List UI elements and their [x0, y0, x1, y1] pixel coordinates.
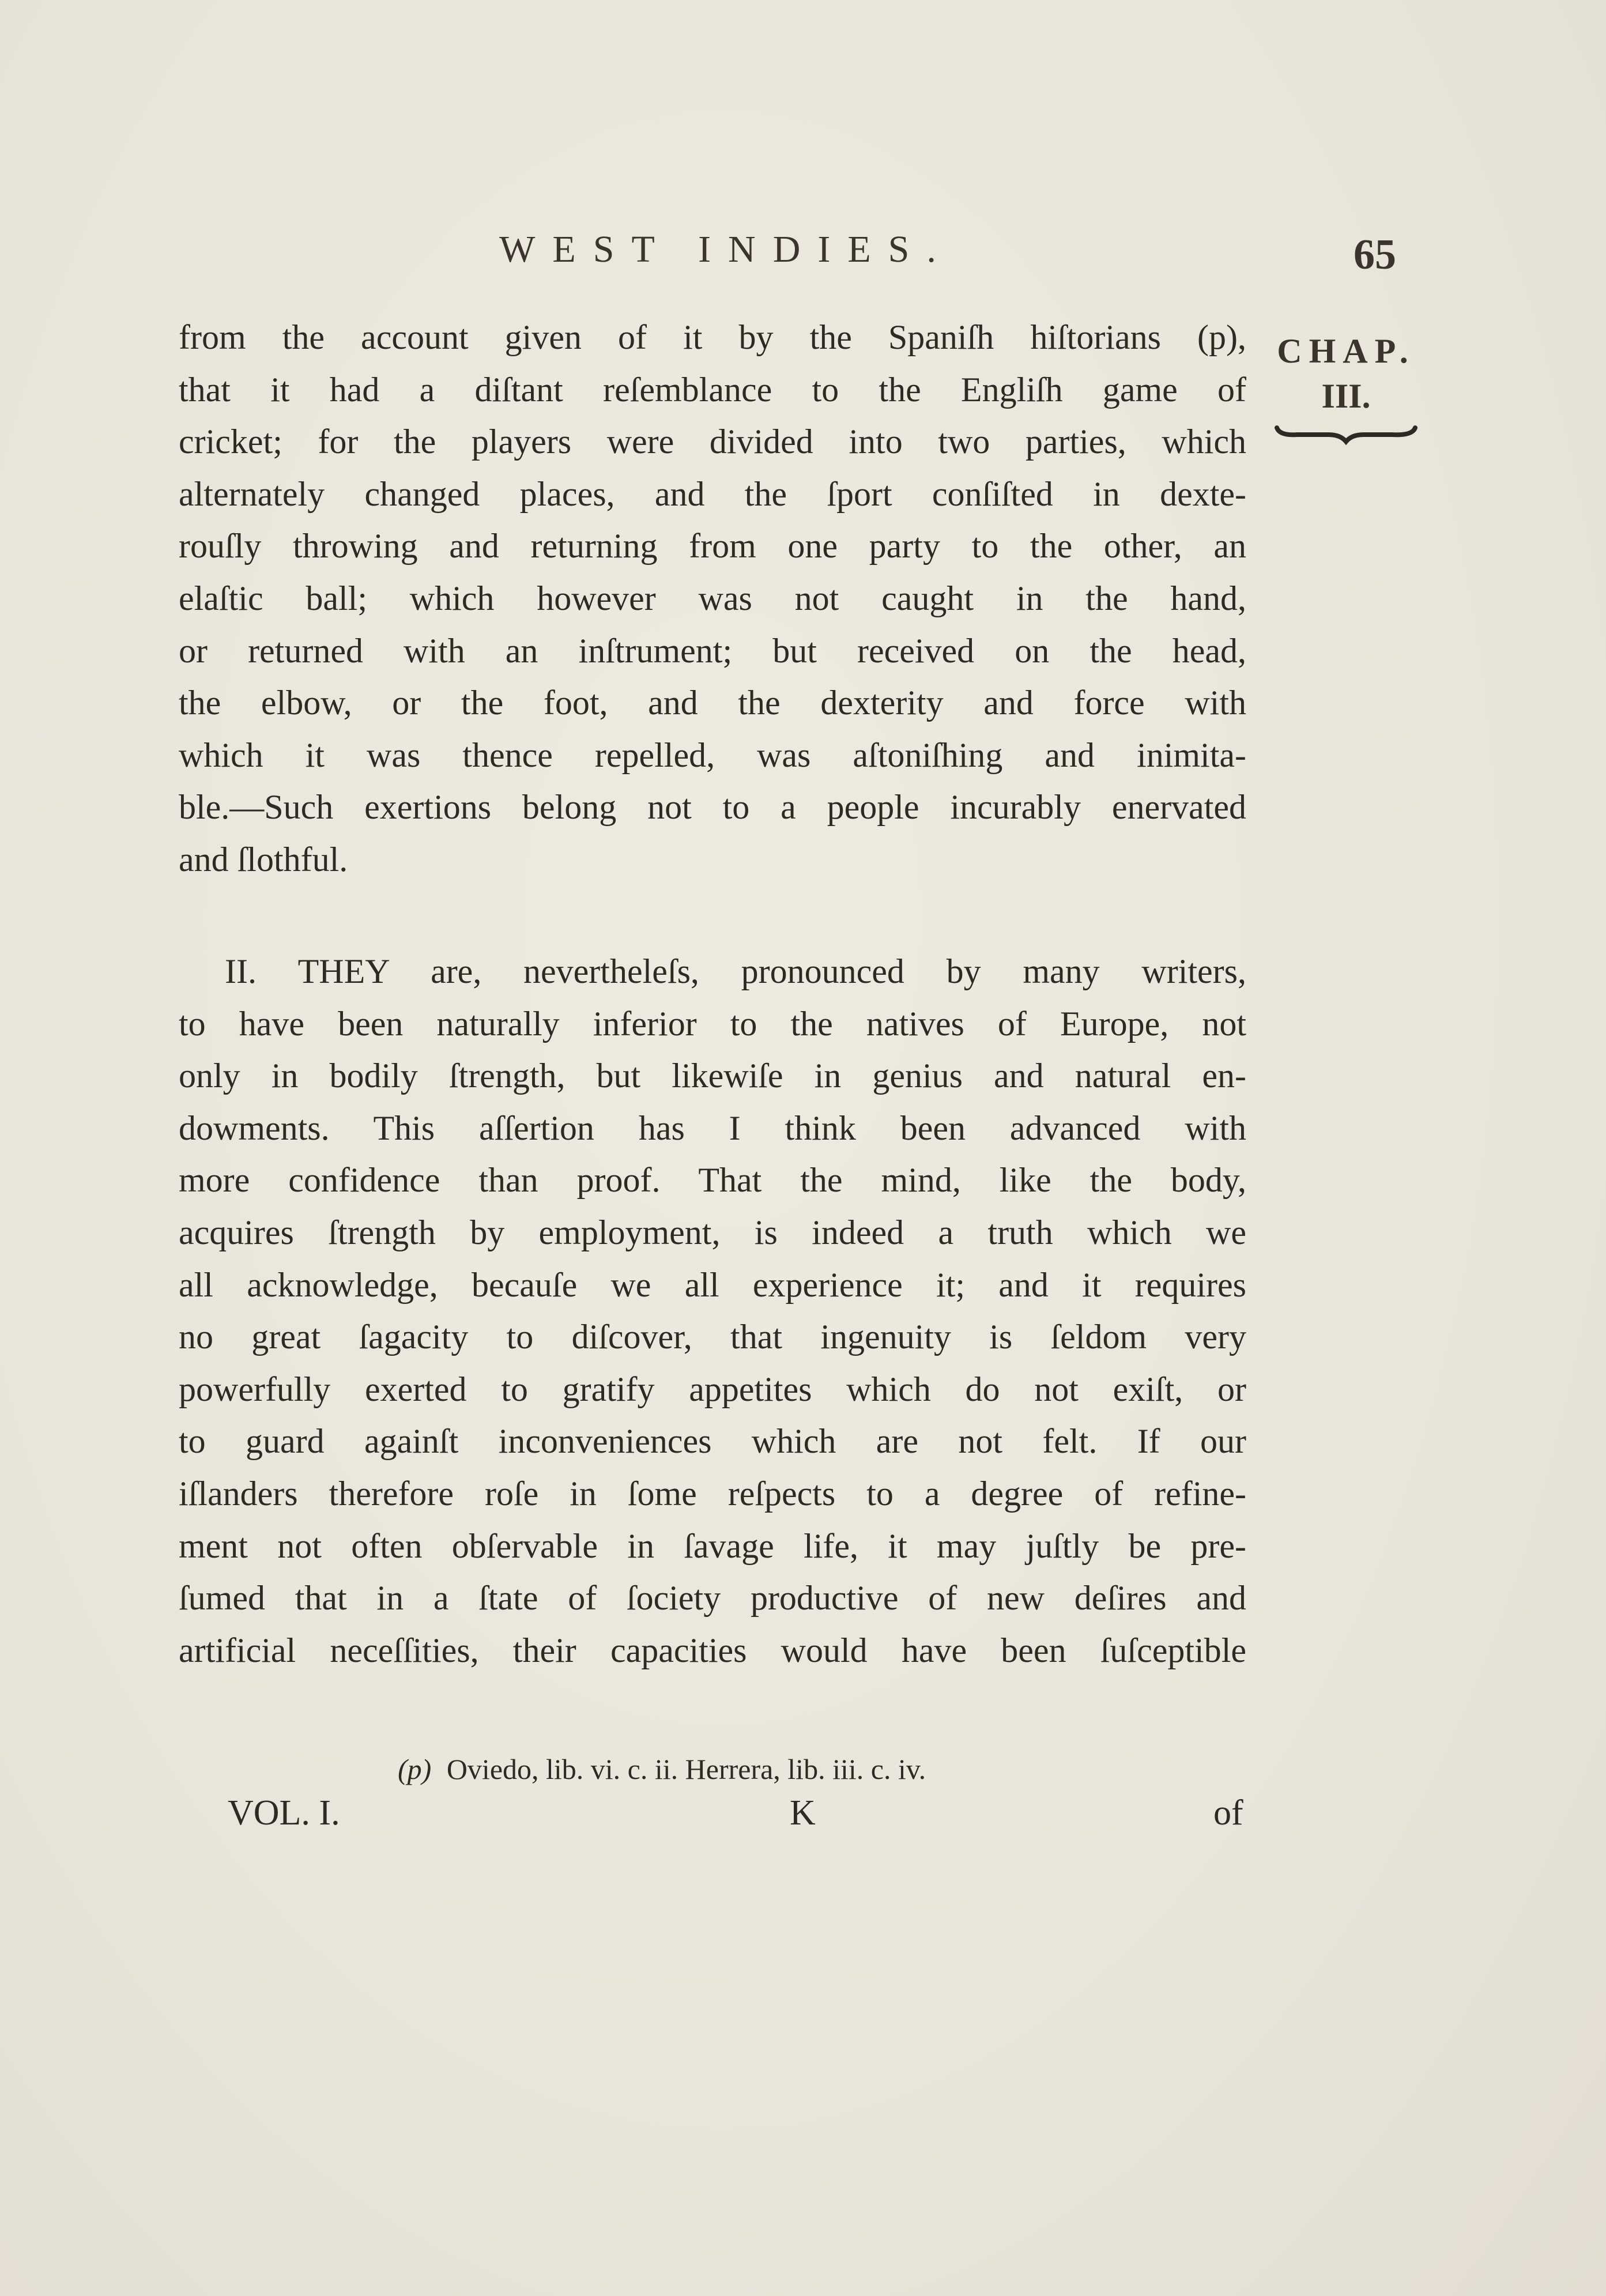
text-line: ſumed that in a ſtate of ſociety productive of new deſires and — [179, 1579, 1246, 1618]
footnote-mark: (p) — [398, 1753, 432, 1785]
text-line: only in bodily ſtrength, but likewiſe in genius and natural en- — [179, 1057, 1246, 1095]
text-line: to have been naturally inferior to the natives of Europe, not — [179, 1004, 1246, 1043]
text-line: all acknowledge, becauſe we all experience it; and it requires — [179, 1265, 1246, 1304]
page-number: 65 — [1354, 231, 1396, 278]
text-line: which it was thence repelled, was aſtoniſhing and inimita- — [179, 736, 1246, 774]
text-line: elaſtic ball; which however was not caught in the hand, — [179, 579, 1246, 617]
text-line: the elbow, or the foot, and the dexterity and force with — [179, 684, 1246, 722]
text-line: or returned with an inſtrument; but received on the head, — [179, 631, 1246, 670]
text-line: rouſly throwing and returning from one party to the other, an — [179, 527, 1246, 565]
footnote-text: Oviedo, lib. vi. c. ii. Herrera, lib. iii. c. iv. — [446, 1753, 926, 1785]
chapter-number: III. — [1321, 377, 1371, 415]
text-line: to guard againſt inconveniences which are not felt. If our — [179, 1422, 1246, 1461]
text-line: ment not often obſervable in ſavage life, it may juſtly be pre- — [179, 1526, 1246, 1565]
text-line: no great ſagacity to diſcover, that ingenuity is ſeldom very — [179, 1318, 1246, 1356]
paragraph-2 — [179, 945, 1246, 1676]
footnote — [398, 1752, 926, 1786]
text-line: ble.—Such exertions belong not to a people incurably enervated — [179, 788, 1246, 827]
chapter-label: CHAP. — [1277, 332, 1415, 370]
running-head: WEST INDIES. — [499, 228, 953, 270]
paragraph-1 — [179, 311, 1246, 886]
signature-mark: K — [790, 1793, 816, 1833]
text-line: powerfully exerted to gratify appetites which do not exiſt, or — [179, 1370, 1246, 1408]
text-line: cricket; for the players were divided into two parties, which — [179, 423, 1246, 461]
catchword: of — [1213, 1793, 1243, 1833]
text-line: dowments. This aſſertion has I think been advanced with — [179, 1109, 1246, 1147]
text-line: that it had a diſtant reſemblance to the Engliſh game of — [179, 370, 1246, 409]
text-line: alternately changed places, and the ſport conſiſted in dexte- — [179, 474, 1246, 513]
text-line: from the account given of it by the Spaniſh hiſtorians (p), — [179, 318, 1246, 356]
curly-brace-icon — [1274, 423, 1418, 446]
text-line: artificial neceſſities, their capacities would have been ſuſceptible — [179, 1631, 1246, 1669]
chapter-margin-note — [1274, 329, 1418, 446]
text-line: II. THEY are, nevertheleſs, pronounced by many writers, — [225, 952, 1246, 990]
text-line: acquires ſtrength by employment, is indeed a truth which we — [179, 1213, 1246, 1251]
volume-label: VOL. I. — [228, 1793, 340, 1833]
text-line: more confidence than proof. That the mind, like the body, — [179, 1161, 1246, 1200]
text-line: iſlanders therefore roſe in ſome reſpects to a degree of refine- — [179, 1474, 1246, 1513]
text-line: and ſlothful. — [179, 840, 348, 879]
